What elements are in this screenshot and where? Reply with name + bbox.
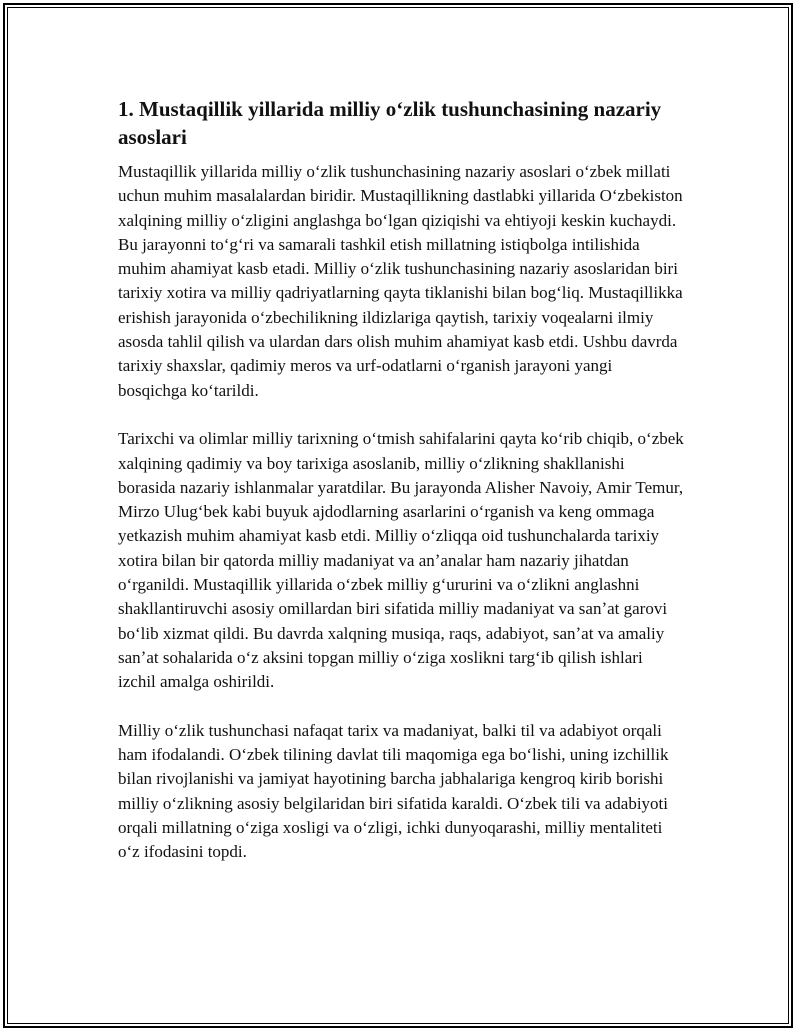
document-body	[118, 95, 684, 889]
paragraph-2: Tarixchi va olimlar milliy tarixning oʻtmish sahifalarini qayta koʻrib chiqib, oʻzbek xalqining qadimiy va boy tarixiga asoslanib, milliy oʻzlikning shakllanishi borasida nazariy ishlanmalar yaratdilar. Bu jarayonda Alisher Navoiy, Amir Temur, Mirzo Ulugʻbek kabi buyuk ajdodlarning asarlarini oʻrganish va keng ommaga yetkazish muhim ahamiyat kasb etdi. Milliy oʻzliqqa oid tushunchalarda tarixiy xotira bilan bir qatorda milliy madaniyat va anʼanalar ham nazariy jihatdan oʻrganildi. Mustaqillik yillarida oʻzbek milliy gʻururini va oʻzlikni anglashni shakllantiruvchi asosiy omillardan biri sifatida milliy madaniyat va sanʼat garovi boʻlib xizmat qildi. Bu davrda xalqning musiqa, raqs, adabiyot, sanʼat va amaliy sanʼat sohalarida oʻz aksini topgan milliy oʻziga xoslikni targʻib qilish ishlari izchil amalga oshirildi.	[118, 429, 684, 692]
section-heading: 1. Mustaqillik yillarida milliy oʻzlik tushunchasining nazariy asoslari	[118, 97, 662, 149]
paragraph-1: Mustaqillik yillarida milliy oʻzlik tushunchasining nazariy asoslari oʻzbek millati uchun muhim masalalardan biridir. Mustaqillikning dastlabki yillarida Oʻzbekiston xalqining milliy oʻzligini anglashga boʻlgan qiziqishi va ehtiyoji keskin kuchaydi. Bu jarayonni toʻgʻri va samarali tashkil etish millatning istiqbolga intilishida muhim ahamiyat kasb etadi. Milliy oʻzlik tushunchasining nazariy asoslaridan biri tarixiy xotira va milliy qadriyatlarning qayta tiklanishi bilan bogʻliq. Mustaqillikka erishish jarayonida oʻzbechilikning ildizlariga qaytish, tarixiy voqealarni ilmiy asosda tahlil qilish va ulardan dars olish muhim ahamiyat kasb etdi. Ushbu davrda tarixiy shaxslar, qadimiy meros va urf-odatlarni oʻrganish jarayoni yangi bosqichga koʻtarildi.	[118, 162, 683, 400]
paragraph-3: Milliy oʻzlik tushunchasi nafaqat tarix va madaniyat, balki til va adabiyot orqali ham ifodalandi. Oʻzbek tilining davlat tili maqomiga ega boʻlishi, uning izchillik bilan rivojlanishi va jamiyat hayotining barcha jabhalariga kengroq kirib borishi milliy oʻzlikning asosiy belgilaridan biri sifatida karaldi. Oʻzbek tili va adabiyoti orqali millatning oʻziga xosligi va oʻzligi, ichki dunyoqarashi, milliy mentaliteti oʻz ifodasini topdi.	[118, 720, 669, 862]
